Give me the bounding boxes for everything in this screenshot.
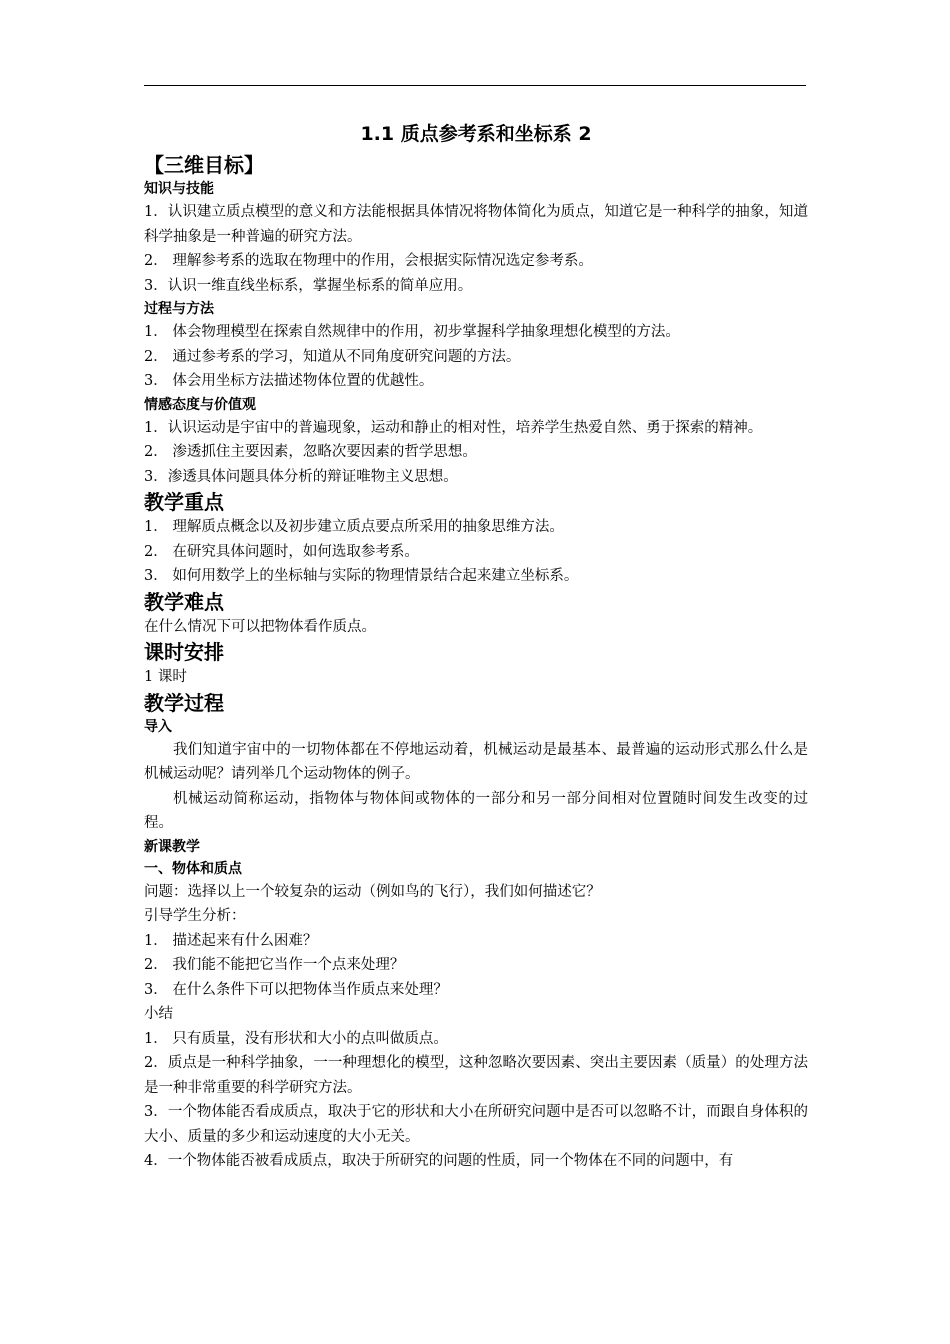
intro-heading: 导入 — [144, 718, 172, 735]
process-method-item: 1． 体会物理模型在探索自然规律中的作用，初步掌握科学抽象理想化模型的方法。 — [144, 324, 680, 340]
schedule-heading: 课时安排 — [144, 640, 224, 664]
key-points-heading: 教学重点 — [144, 490, 224, 514]
header-rule — [144, 85, 806, 86]
document-body — [144, 118, 808, 1174]
intro-paragraph: 我们知道宇宙中的一切物体都在不停地运动着，机械运动是最基本、最普遍的运动形式那么什么是机械运动呢？请列举几个运动物体的例子。 — [144, 741, 808, 782]
difficulty-heading: 教学难点 — [144, 589, 224, 614]
part1-heading: 一、物体和质点 — [144, 860, 242, 877]
key-point-item: 3． 如何用数学上的坐标轴与实际的物理情景结合起来建立坐标系。 — [144, 568, 579, 584]
intro-paragraph: 机械运动简称运动，指物体与物体间或物体的一部分和另一部分间相对位置随时间发生改变的过程。 — [144, 790, 808, 831]
emotion-item: 3．渗透具体问题具体分析的辩证唯物主义思想。 — [144, 468, 458, 485]
guide-item: 2． 我们能不能把它当作一个点来处理？ — [144, 957, 405, 973]
emotion-item: 1．认识运动是宇宙中的普遍现象，运动和静止的相对性，培养学生热爱自然、勇于探索的精神。 — [144, 419, 763, 436]
teaching-process-heading: 教学过程 — [144, 690, 224, 715]
emotion-heading: 情感态度与价值观 — [144, 396, 256, 413]
page-title: 1.1 质点参考系和坐标系 2 — [360, 123, 592, 145]
summary-item: 2．质点是一种科学抽象，一一种理想化的模型，这种忽略次要因素、突出主要因素（质量）的处理方法是一种非常重要的科学研究方法。 — [144, 1055, 808, 1096]
difficulty-text: 在什么情况下可以把物体看作质点。 — [144, 618, 376, 635]
guide-text: 引导学生分析： — [144, 908, 246, 924]
process-method-item: 3． 体会用坐标方法描述物体位置的优越性。 — [144, 373, 434, 389]
knowledge-item: 3．认识一维直线坐标系，掌握坐标系的简单应用。 — [144, 277, 473, 294]
process-method-item: 2． 通过参考系的学习，知道从不同角度研究问题的方法。 — [144, 348, 521, 365]
guide-item: 3． 在什么条件下可以把物体当作质点来处理？ — [144, 981, 448, 998]
knowledge-item: 1．认识建立质点模型的意义和方法能根据具体情况将物体简化为质点，知道它是一种科学的抽象，知道科学抽象是一种普遍的研究方法。 — [144, 204, 808, 245]
key-point-item: 1． 理解质点概念以及初步建立质点要点所采用的抽象思维方法。 — [144, 519, 564, 535]
new-lesson-heading: 新课教学 — [144, 838, 200, 855]
summary-item: 3．一个物体能否看成质点，取决于它的形状和大小在所研究问题中是否可以忽略不计，而跟自身体积的大小、质量的多少和运动速度的大小无关。 — [144, 1104, 808, 1145]
summary-heading: 小结 — [144, 1006, 173, 1022]
key-point-item: 2． 在研究具体问题时，如何选取参考系。 — [144, 543, 419, 560]
question-text: 问题：选择以上一个较复杂的运动（例如鸟的飞行），我们如何描述它？ — [144, 883, 601, 900]
emotion-item: 2． 渗透抓住主要因素，忽略次要因素的哲学思想。 — [144, 444, 477, 460]
guide-item: 1． 描述起来有什么困难？ — [144, 932, 318, 949]
knowledge-heading: 知识与技能 — [144, 181, 214, 197]
schedule-text: 1 课时 — [144, 669, 187, 685]
goals-heading: 【三维目标】 — [144, 153, 264, 177]
process-method-heading: 过程与方法 — [144, 301, 214, 317]
summary-item: 4．一个物体能否被看成质点，取决于所研究的问题的性质，同一个物体在不同的问题中，有 — [144, 1153, 734, 1169]
knowledge-item: 2． 理解参考系的选取在物理中的作用，会根据实际情况选定参考系。 — [144, 253, 593, 269]
summary-item: 1． 只有质量，没有形状和大小的点叫做质点。 — [144, 1030, 448, 1047]
